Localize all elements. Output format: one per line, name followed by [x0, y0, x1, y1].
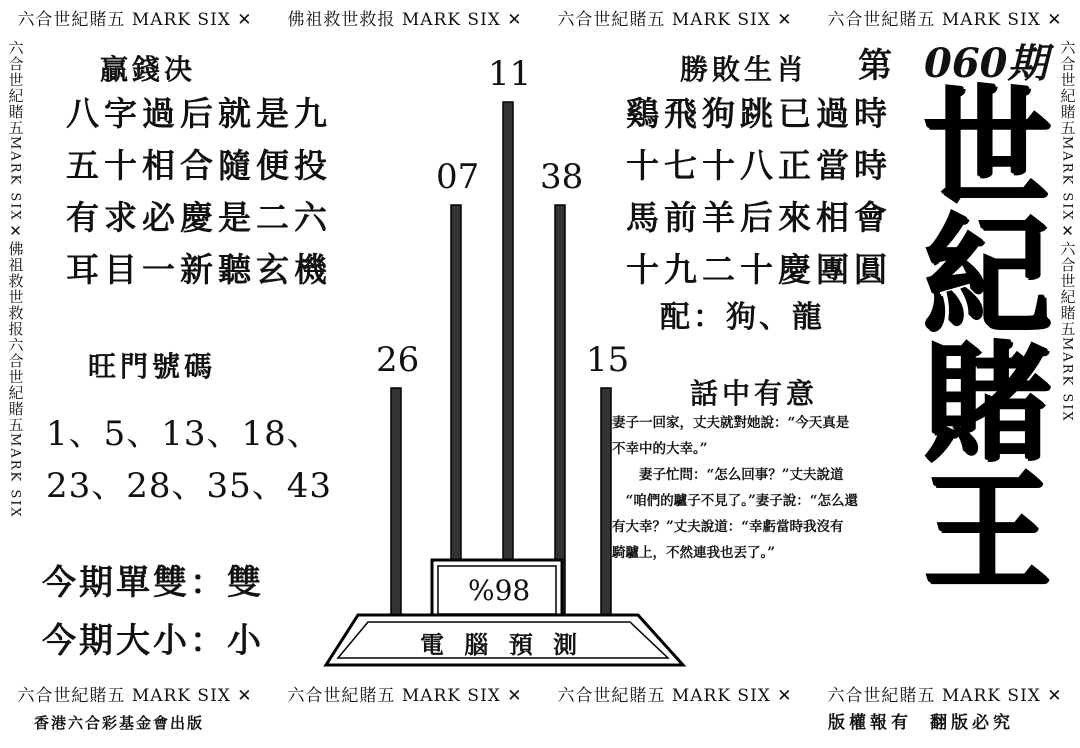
zodiac-heading: 勝敗生肖 [680, 53, 809, 86]
bar-11 [503, 102, 513, 615]
bar-label: 38 [540, 157, 584, 197]
bar-label: 07 [436, 157, 480, 197]
title-char: 世 [922, 74, 1051, 223]
left-poem [66, 88, 332, 296]
poem-line: 十九二十慶團圓 [626, 250, 892, 289]
bar-07 [451, 205, 461, 615]
big-small: 今期大小：小 [42, 621, 264, 661]
border-text: 六合世紀賭五 [6, 40, 25, 136]
win-heading: 贏錢决 [100, 53, 197, 86]
border-text: 六合世紀賭五 MARK SIX ✕ [557, 685, 793, 706]
percent-label: %98 [468, 574, 531, 607]
border-text: 六合世紀賭五 [1058, 40, 1077, 136]
border-text: 六合世紀賭五 MARK SIX ✕ [287, 685, 523, 706]
poem-line: 耳目一新聽玄機 [66, 250, 332, 289]
title-vertical [922, 74, 1052, 607]
border-text: 佛祖救世救报 MARK SIX ✕ [287, 9, 523, 30]
story-line: “咱們的驢子不見了。”妻子說：“怎么還 [612, 493, 859, 509]
bar-15 [601, 388, 611, 615]
publisher: 香港六合彩基金會出版 [34, 714, 205, 732]
rights-left: 版權報有 [828, 713, 912, 733]
poem-line: 八字過后就是九 [66, 94, 332, 133]
bottom-border [0, 678, 1080, 708]
issue-number: 060期 [924, 40, 1048, 87]
right-poem [626, 88, 892, 296]
story-line: 妻子一回家，丈夫就對她說：“今天真是 [612, 415, 850, 431]
border-text: ✕佛祖救世救报 [6, 221, 25, 337]
title-char: 紀 [922, 202, 1051, 351]
poem-line: 鷄飛狗跳已過時 [626, 94, 892, 133]
right-border [1054, 40, 1080, 680]
lucky-heading: 旺門號碼 [88, 350, 217, 383]
story-line: 不幸中的大幸。” [612, 441, 708, 457]
border-text: 六合世紀賭五 [6, 336, 25, 433]
story-heading: 話中有意 [690, 377, 819, 410]
border-text: MARK SIX [1059, 336, 1075, 423]
story-line: 妻子忙問：“怎么回事？”丈夫說道 [612, 467, 844, 483]
odd-even: 今期單雙：雙 [42, 563, 264, 603]
title-char: 賭 [922, 330, 1051, 479]
poem-line: 有求必慶是二六 [66, 198, 332, 237]
border-text: MARK SIX [7, 432, 23, 519]
bar-label: 15 [586, 340, 630, 380]
bar-label: 11 [488, 54, 532, 94]
poem-line: 十七十八正當時 [626, 146, 892, 185]
border-text: 六合世紀賭五 MARK SIX ✕ [827, 685, 1063, 706]
lucky-numbers-line: 23、28、35、43 [46, 466, 333, 506]
left-border [2, 40, 28, 680]
lucky-numbers-line: 1、5、13、18、 [46, 414, 322, 454]
border-text: MARK SIX [1059, 136, 1075, 222]
poem-line: 五十相合隨便投 [66, 146, 332, 185]
title-char: 王 [922, 458, 1051, 607]
story-line: 有大幸？”丈夫說道：“幸虧當時我沒有 [612, 519, 844, 535]
border-text: 六合世紀賭五 MARK SIX ✕ [17, 9, 253, 30]
rights-right: 翻版必究 [930, 713, 1014, 733]
issue-prefix: 第 [858, 46, 892, 86]
border-text: ✕六合世紀賭五 [1058, 221, 1077, 337]
border-text: MARK SIX [7, 136, 23, 222]
border-text: 六合世紀賭五 MARK SIX ✕ [17, 685, 253, 706]
story-line: 騎驢上，不然連我也丟了。” [612, 545, 776, 561]
base-label: 電 腦 預 測 [420, 630, 584, 659]
zodiac-match: 配：狗、龍 [660, 300, 825, 335]
story [612, 410, 912, 566]
border-text: 六合世紀賭五 MARK SIX ✕ [827, 9, 1063, 30]
bar-label: 26 [376, 340, 420, 380]
poem-line: 馬前羊后來相會 [626, 198, 892, 237]
bar-26 [391, 388, 401, 615]
lucky-numbers [46, 408, 332, 512]
bar-38 [555, 205, 565, 615]
top-border [0, 2, 1080, 32]
border-text: 六合世紀賭五 MARK SIX ✕ [557, 9, 793, 30]
